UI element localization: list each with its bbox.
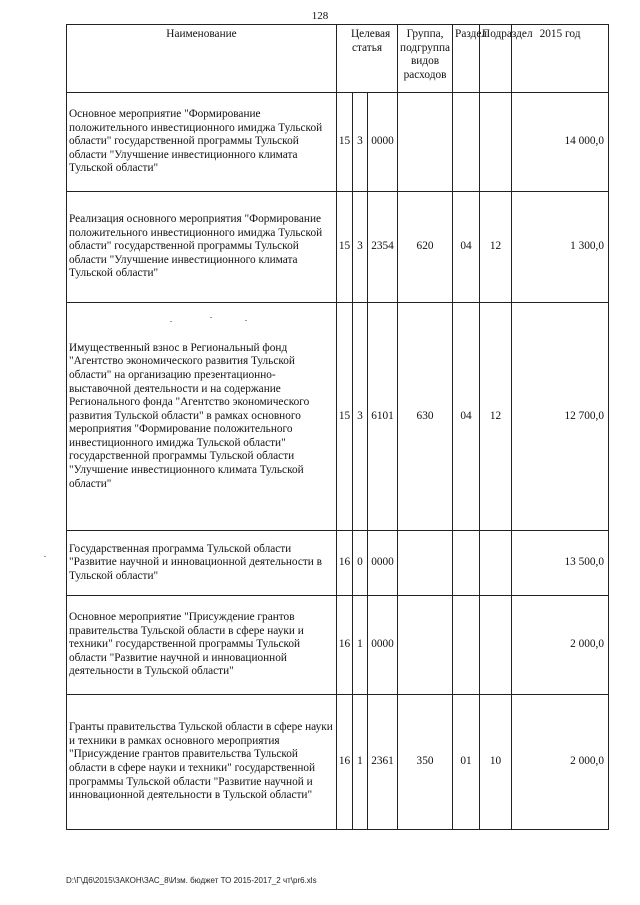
row-subprogram: 1 [353, 596, 368, 695]
row-name: Гранты правительства Тульской области в сфере науки и техники в рамках основного мероприятия "Присуждение грантов правительства Тульской области в сфере науки и техники" государственной программы Тульской области "Развитие научной и инновационной деятельности в Тульской области" [67, 695, 337, 830]
table-row [67, 695, 609, 830]
header-target-article: Целевая статья [337, 25, 398, 93]
row-subprogram: 1 [353, 695, 368, 830]
row-program: 16 [337, 596, 353, 695]
table-row [67, 303, 609, 531]
header-subsection: Подраздел [480, 25, 512, 93]
row-amount: 12 700,0 [512, 303, 609, 531]
row-subsection [480, 596, 512, 695]
row-amount: 2 000,0 [512, 695, 609, 830]
row-group: 620 [398, 192, 453, 303]
row-group [398, 596, 453, 695]
page-number: 128 [311, 10, 329, 22]
table-row [67, 93, 609, 192]
row-subprogram: 0 [353, 531, 368, 596]
row-subsection: 12 [480, 303, 512, 531]
header-year: 2015 год [512, 25, 609, 93]
row-name: Имущественный взнос в Региональный фонд "Агентство экономического развития Тульской области" на организацию презентационно-выставочной деятельности и на содержание Регионального фонда "Агентство экономического развития Тульской области" в рамках основного мероприятия "Формирование положительного инвестиционного имиджа Тульской области" государственной программы Тульской области "Улучшение инвестиционного климата Тульской области" [67, 303, 337, 531]
row-section: 01 [453, 695, 480, 830]
row-program: 15 [337, 192, 353, 303]
row-name: Основное мероприятие "Присуждение грантов правительства Тульской области в сфере науки и техники" государственной программы Тульской области "Развитие научной и инновационной деятельности в Тульской области" [67, 596, 337, 695]
row-group: 350 [398, 695, 453, 830]
row-section [453, 531, 480, 596]
row-subsection: 10 [480, 695, 512, 830]
row-program: 15 [337, 303, 353, 531]
file-path-footer: D:\Г\Д6\2015\ЗАКОН\ЗАС_8\Изм. бюджет ТО 2015-2017_2 чт\pr6.xls [66, 876, 317, 885]
scan-speck [170, 321, 172, 322]
row-name: Основное мероприятие "Формирование положительного инвестиционного имиджа Тульской области" государственной программы Тульской области "Улучшение инвестиционного климата Тульской области" [67, 93, 337, 192]
row-direction: 6101 [368, 303, 398, 531]
scan-speck [44, 556, 46, 557]
row-program: 16 [337, 531, 353, 596]
table-row [67, 531, 609, 596]
row-name: Реализация основного мероприятия "Формирование положительного инвестиционного имиджа Тульской области" государственной программы Тульской области "Улучшение инвестиционного климата Тульской области" [67, 192, 337, 303]
scan-speck [210, 317, 212, 318]
row-group: 630 [398, 303, 453, 531]
scan-speck [245, 320, 247, 321]
table-row [67, 596, 609, 695]
budget-table [66, 24, 609, 830]
row-subprogram: 3 [353, 192, 368, 303]
row-program: 16 [337, 695, 353, 830]
row-amount: 13 500,0 [512, 531, 609, 596]
row-direction: 0000 [368, 93, 398, 192]
row-section [453, 596, 480, 695]
row-direction: 2354 [368, 192, 398, 303]
row-subsection [480, 531, 512, 596]
row-amount: 1 300,0 [512, 192, 609, 303]
row-subsection: 12 [480, 192, 512, 303]
row-name: Государственная программа Тульской области "Развитие научной и инновационной деятельности в Тульской области" [67, 531, 337, 596]
row-direction: 0000 [368, 531, 398, 596]
row-direction: 2361 [368, 695, 398, 830]
row-group [398, 93, 453, 192]
header-row [67, 25, 609, 93]
row-section: 04 [453, 192, 480, 303]
row-section: 04 [453, 303, 480, 531]
row-program: 15 [337, 93, 353, 192]
row-direction: 0000 [368, 596, 398, 695]
row-subprogram: 3 [353, 93, 368, 192]
table-row [67, 192, 609, 303]
header-name: Наименование [67, 25, 337, 93]
row-section [453, 93, 480, 192]
row-amount: 2 000,0 [512, 596, 609, 695]
header-section: Раздел [453, 25, 480, 93]
row-group [398, 531, 453, 596]
row-amount: 14 000,0 [512, 93, 609, 192]
row-subprogram: 3 [353, 303, 368, 531]
row-subsection [480, 93, 512, 192]
header-group: Группа, подгруппа видов расходов [398, 25, 453, 93]
